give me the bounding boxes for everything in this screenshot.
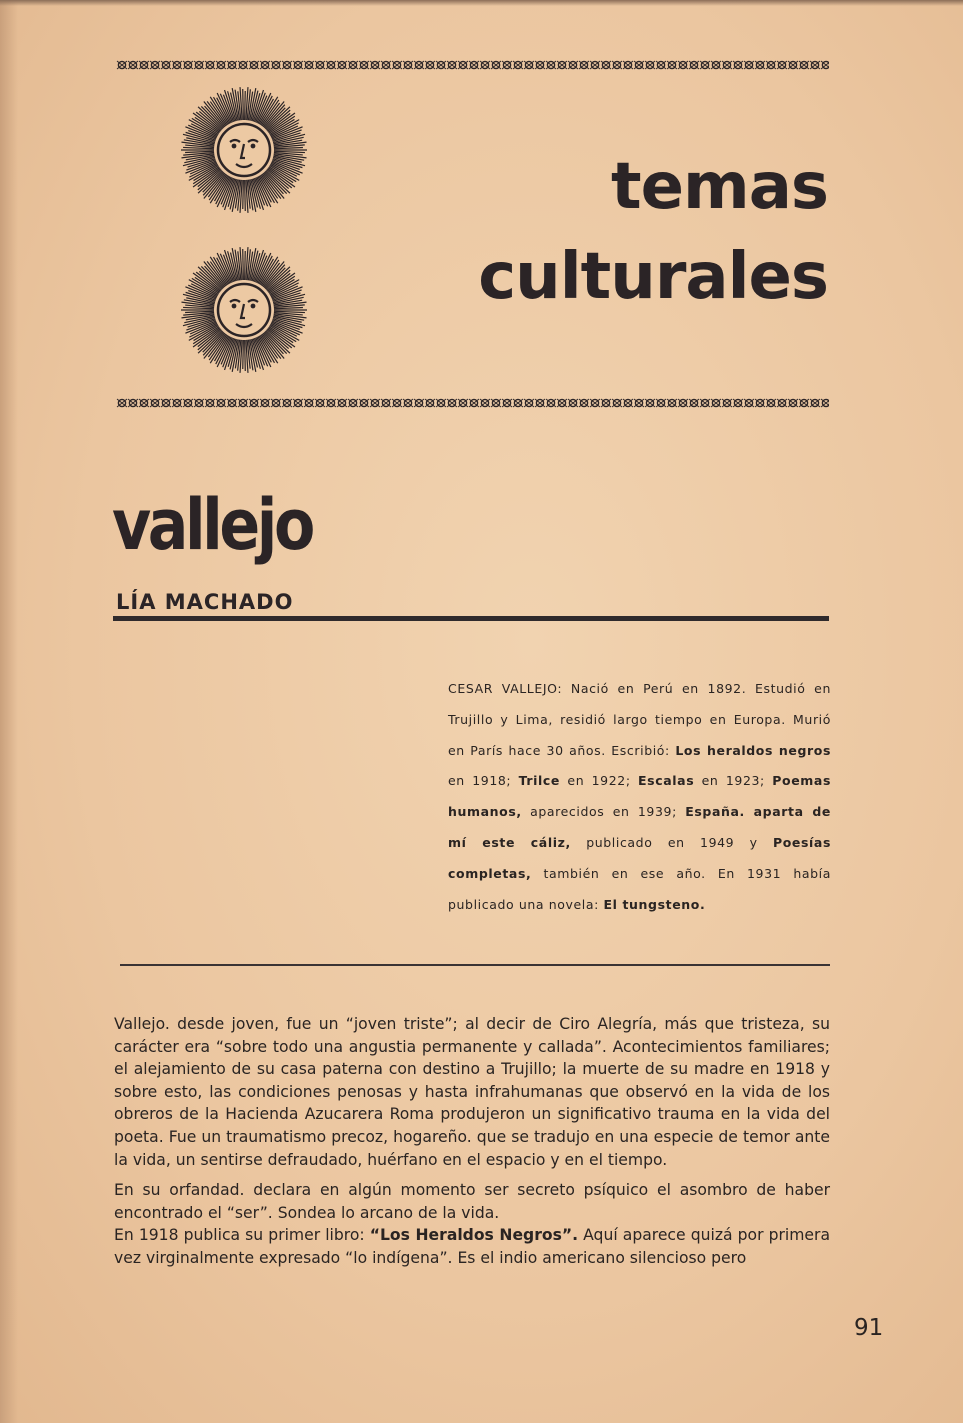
ornament-knot [183,61,193,69]
sun-face [218,284,270,336]
ornament-knot [458,61,468,69]
ornament-knot [304,61,314,69]
ornament-knot [370,61,380,69]
sun-face [218,124,270,176]
ornament-knot [810,61,820,69]
ornament-knot [546,399,556,407]
bio-text-run: CESAR VALLEJO: Nació en Perú en 1892. Estudió en Trujillo y Lima, residió largo tiempo en Europa. Murió en París hace 30 años. Escribió: [448,681,831,758]
ornament-knot [150,399,160,407]
ornament-knot [491,399,501,407]
ornament-knot [337,399,347,407]
ornament-knot [282,399,292,407]
book-title: “Los Heraldos Negros”. [369,1226,579,1245]
book-title: Poemas humanos, [448,773,831,820]
ornament-knot [821,61,829,69]
ornament-knot [612,61,622,69]
ornament-knot [689,61,699,69]
page-top-shadow [0,0,963,6]
ornament-knot [788,61,798,69]
ornament-knot [711,61,721,69]
page-number: 91 [854,1315,884,1341]
ornament-knot [777,61,787,69]
ornament-knot [711,399,721,407]
book-title: El tungsteno. [603,896,706,912]
ornament-knot [348,61,358,69]
ornament-knot [777,399,787,407]
ornament-knot [425,399,435,407]
ornament-knot [623,399,633,407]
ornament-knot [458,399,468,407]
sun-ray [243,89,244,120]
bio-text-run: aparecidos en 1939; [521,804,686,820]
ornament-knot [744,399,754,407]
ornament-knot [700,399,710,407]
ornament-knot [535,399,545,407]
ornament-knot [271,399,281,407]
ornament-knot [150,61,160,69]
ornament-knot [238,61,248,69]
ornament-knot [282,61,292,69]
ornament-knot [194,399,204,407]
ornament-knot [304,399,314,407]
ornament-knot [733,399,743,407]
ornament-knot [667,61,677,69]
book-title: Los heraldos negros [675,742,831,758]
ornament-knot [722,61,732,69]
ornament-knot [326,61,336,69]
ornament-knot [810,399,820,407]
body-paragraph: Vallejo. desde joven, fue un “joven triste”; al decir de Ciro Alegría, más que tristeza, su carácter era “sobre todo una angustia permanente y callada”. Acontecimientos familiares; el alejamiento de su casa paterna con destino a Trujillo; la muerte de su madre en 1918 y sobre esto, las condiciones penosas y hasta infrahumanas que observó en la vida de los obreros de la Hacienda Azucarera Roma produjeron un significativo trauma en la vida del poeta. Fue un traumatismo precoz, hogareño. que se tradujo en una especie de temor ante la vida, un sentirse defraudado, huérfano en el espacio y en el tiempo. [114,1015,830,1169]
ornament-knot [579,61,589,69]
book-title: Poesías completas, [448,834,831,881]
book-title: España. aparta de mí este cáliz, [448,804,831,850]
ornament-knot [392,61,402,69]
ornament-knot [568,61,578,69]
ornament-knot [414,61,424,69]
ornament-knot [139,399,149,407]
ornament-knot [227,399,237,407]
ornament-knot [557,399,567,407]
sun-ray [245,340,246,371]
ornament-knot [799,399,809,407]
ornament-knot [612,399,622,407]
ornament-knot [678,399,688,407]
sun-ray [245,251,246,280]
ornament-knot [161,61,171,69]
sun-ray [243,249,244,280]
ornament-knot [678,61,688,69]
ornament-knot [183,399,193,407]
ornamental-border-top [113,58,829,72]
sun-ray [245,180,246,211]
ornament-knot [249,399,259,407]
title-rule [113,616,829,621]
ornament-knot [117,61,127,69]
ornament-knot [656,61,666,69]
ornament-knot [249,61,259,69]
ornament-knot [722,399,732,407]
ornament-knot [634,399,644,407]
bio-text-run: en 1923; [694,773,773,789]
ornament-knot [359,399,369,407]
sun-ray [243,180,244,209]
ornament-knot [403,399,413,407]
sun-ray [243,340,244,369]
ornament-knot [667,399,677,407]
ornament-knot [645,399,655,407]
bio-text-run: en 1918; [448,773,519,789]
ornament-knot [216,399,226,407]
ornament-knot [535,61,545,69]
ornament-knot [557,61,567,69]
ornament-knot [524,399,534,407]
ornament-knot [194,61,204,69]
ornament-knot [601,61,611,69]
ornament-knot [414,399,424,407]
ornament-knot [359,61,369,69]
ornament-knot [425,61,435,69]
article-body [114,1013,830,1270]
ornament-knot [788,399,798,407]
sun-eye [251,304,256,309]
bio-text-run: publicado en 1949 y [570,834,773,850]
ornament-knot [370,399,380,407]
sun-eye [251,144,256,149]
ornament-knot [656,399,666,407]
ornament-knot [821,399,829,407]
ornament-knot [271,61,281,69]
ornament-knot [348,399,358,407]
sun-eye [232,304,237,309]
ornament-knot [546,61,556,69]
ornament-knot [139,61,149,69]
ornament-knot [447,61,457,69]
ornament-knot [634,61,644,69]
ornament-knot [293,399,303,407]
ornament-knot [205,399,215,407]
sun-eye [232,144,237,149]
ornament-knot [502,399,512,407]
ornament-knot [381,61,391,69]
ornament-knot [403,61,413,69]
ornament-knot [601,399,611,407]
ornament-knot [216,61,226,69]
ornament-knot [744,61,754,69]
ornament-knot [436,399,446,407]
ornament-knot [766,61,776,69]
author-bio [448,674,831,920]
book-title: Trilce [518,773,561,789]
sun-ray [245,91,246,120]
ornament-knot [260,399,270,407]
ornament-knot [436,61,446,69]
ornament-knot [590,399,600,407]
body-text-run: Aquí aparece quizá por primera vez virginalmente expresado “lo indígena”. Es el indio americano silencioso pero [114,1226,830,1267]
ornament-knot [227,61,237,69]
ornament-knot [590,61,600,69]
ornament-knot [766,399,776,407]
ornament-knot [491,61,501,69]
bio-rule [120,964,830,966]
ornament-knot [381,399,391,407]
ornament-knot [502,61,512,69]
ornament-knot [238,399,248,407]
ornament-knot [128,61,138,69]
ornament-knot [172,399,182,407]
ornament-knot [293,61,303,69]
ornament-knot [733,61,743,69]
ornament-knot [689,399,699,407]
ornament-knot [480,399,490,407]
ornament-knot [128,399,138,407]
ornament-knot [755,399,765,407]
page-edge-shadow [0,0,18,1423]
ornament-knot [645,61,655,69]
sun-face-icon [178,84,310,216]
ornament-knot [799,61,809,69]
ornament-knot [568,399,578,407]
ornament-knot [260,61,270,69]
ornamental-border-bottom [113,396,829,410]
ornament-knot [513,399,523,407]
ornament-knot [480,61,490,69]
section-title-line2: culturales [478,240,828,314]
body-text-run: En 1918 publica su primer libro: [114,1226,370,1245]
book-title: Escalas [638,773,695,789]
sun-face-icon [178,244,310,376]
ornament-knot [469,399,479,407]
ornament-knot [205,61,215,69]
bio-text-run: en 1922; [560,773,639,789]
article-title: vallejo [112,484,312,566]
ornament-knot [172,61,182,69]
ornament-knot [579,399,589,407]
body-paragraph: En su orfandad. declara en algún momento ser secreto psíquico el asombro de haber encontrado el “ser”. Sondea lo arcano de la vida. [114,1181,830,1222]
ornament-knot [326,399,336,407]
ornament-knot [315,399,325,407]
section-title-line1: temas [611,150,828,224]
article-author: LÍA MACHADO [116,590,294,614]
ornament-knot [513,61,523,69]
ornament-knot [755,61,765,69]
ornament-knot [447,399,457,407]
ornament-knot [469,61,479,69]
body-paragraph [114,1224,830,1269]
ornament-knot [392,399,402,407]
ornament-knot [117,399,127,407]
bio-text-run: también en ese año. En 1931 había publicado una novela: [448,865,831,912]
ornament-knot [161,399,171,407]
ornament-knot [623,61,633,69]
ornament-knot [315,61,325,69]
ornament-knot [700,61,710,69]
ornament-knot [524,61,534,69]
ornament-knot [337,61,347,69]
